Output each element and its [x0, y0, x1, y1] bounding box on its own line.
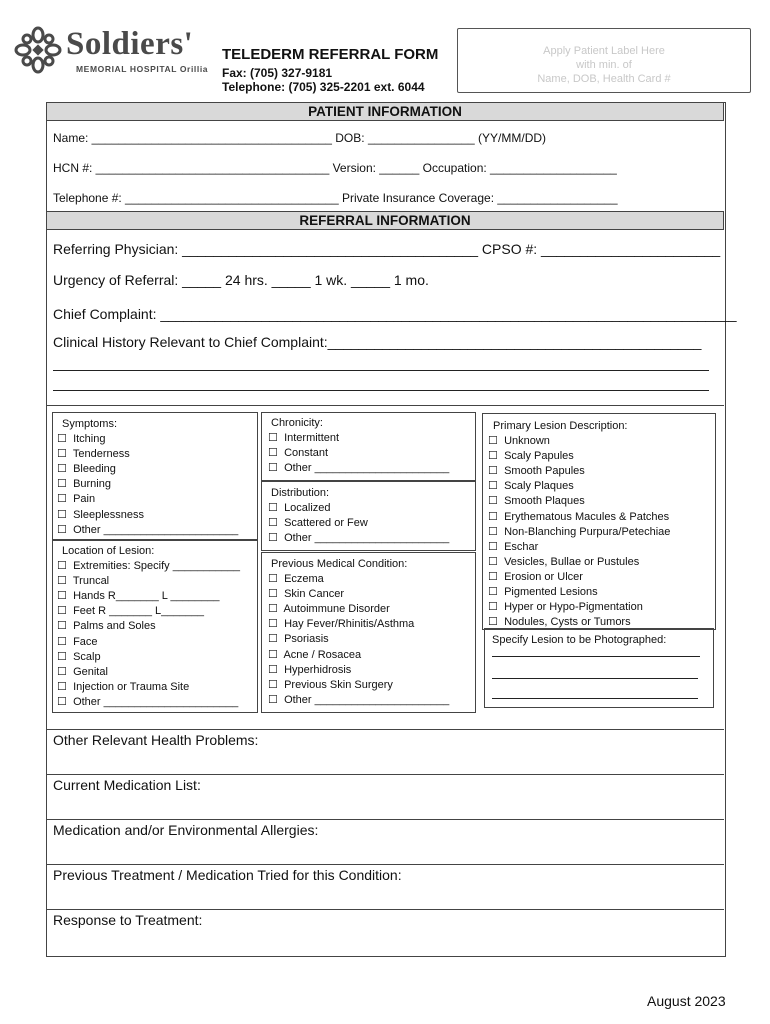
- location-title: Location of Lesion:: [62, 545, 155, 557]
- chronicity-item[interactable]: [268, 461, 449, 476]
- clinical-history-line-2[interactable]: [53, 370, 709, 371]
- chief-complaint-row[interactable]: Chief Complaint: __________________________________________________________________________: [53, 306, 737, 322]
- checkbox-icon[interactable]: ☐: [268, 633, 278, 646]
- primary-lesion-item-label: Smooth Papules: [504, 465, 585, 478]
- checkbox-icon[interactable]: ☐: [488, 555, 498, 568]
- medical-condition-item[interactable]: [268, 678, 449, 693]
- medical-condition-item[interactable]: [268, 572, 449, 587]
- checkbox-icon[interactable]: ☐: [57, 523, 67, 536]
- checkbox-icon[interactable]: ☐: [57, 448, 67, 461]
- photograph-title: Specify Lesion to be Photographed:: [492, 634, 667, 646]
- distribution-list: [268, 486, 449, 546]
- chronicity-title: Chronicity:: [271, 417, 323, 429]
- checklist-top-divider: [46, 405, 724, 406]
- symptom-item-label: Sleeplessness: [73, 508, 144, 521]
- chronicity-item[interactable]: [268, 446, 449, 461]
- distribution-item-label: Scattered or Few: [284, 517, 368, 530]
- primary-lesion-list: [488, 419, 670, 630]
- primary-lesion-item-label: Vesicles, Bullae or Pustules: [504, 555, 640, 568]
- checkbox-icon[interactable]: ☐: [488, 465, 498, 478]
- checkbox-icon[interactable]: ☐: [57, 620, 67, 633]
- checkbox-icon[interactable]: ☐: [268, 588, 278, 601]
- primary-lesion-item-label: Pigmented Lesions: [504, 586, 598, 599]
- checkbox-icon[interactable]: ☐: [488, 510, 498, 523]
- medical-condition-item-label: Previous Skin Surgery: [284, 678, 393, 691]
- medical-condition-item-label: Other ______________________: [284, 693, 450, 706]
- primary-lesion-item-label: Non-Blanching Purpura/Petechiae: [504, 525, 671, 538]
- location-item[interactable]: [57, 680, 240, 695]
- logo-name: Soldiers': [66, 26, 194, 62]
- checkbox-icon[interactable]: ☐: [268, 618, 278, 631]
- location-item-label: Feet R _______ L_______: [73, 605, 204, 618]
- checkbox-icon[interactable]: ☐: [488, 480, 498, 493]
- location-item-label: Palms and Soles: [73, 620, 156, 633]
- clinical-history-line-3[interactable]: [53, 390, 709, 391]
- patient-name-dob-row[interactable]: Name: ____________________________________ DOB: ________________ (YY/MM/DD): [53, 131, 547, 145]
- chronicity-item-label: Other ______________________: [284, 462, 450, 475]
- allergies-field[interactable]: Medication and/or Environmental Allergies:: [53, 822, 319, 838]
- symptom-item[interactable]: [57, 477, 238, 492]
- checkbox-icon[interactable]: ☐: [57, 650, 67, 663]
- primary-lesion-item-label: Smooth Plaques: [504, 495, 585, 508]
- primary-lesion-title: Primary Lesion Description:: [493, 420, 628, 432]
- medical-condition-item-label: Eczema: [284, 573, 324, 586]
- telephone-number: Telephone: (705) 325-2201 ext. 6044: [222, 80, 425, 94]
- checkbox-icon[interactable]: ☐: [488, 601, 498, 614]
- medical-condition-item-label: Autoimmune Disorder: [283, 603, 390, 616]
- primary-lesion-item[interactable]: [488, 494, 670, 509]
- primary-lesion-item-label: Unknown: [504, 435, 550, 448]
- checkbox-icon[interactable]: ☐: [268, 693, 278, 706]
- primary-lesion-item[interactable]: [488, 510, 670, 525]
- chronicity-item-label: Intermittent: [284, 432, 340, 445]
- chronicity-item[interactable]: [268, 431, 449, 446]
- checkbox-icon[interactable]: ☐: [268, 432, 278, 445]
- medical-condition-item-label: Psoriasis: [284, 633, 329, 646]
- location-item-label: Scalp: [73, 650, 101, 663]
- patient-label-box[interactable]: [457, 28, 751, 93]
- checkbox-icon[interactable]: ☐: [488, 435, 498, 448]
- primary-lesion-item[interactable]: [488, 585, 670, 600]
- urgency-row[interactable]: Urgency of Referral: _____ 24 hrs. _____ 1 wk. _____ 1 mo.: [53, 272, 429, 288]
- primary-lesion-item[interactable]: [488, 464, 670, 479]
- label-box-line-2: with min. of: [576, 59, 632, 71]
- symptom-item[interactable]: [57, 523, 238, 538]
- checkbox-icon[interactable]: ☐: [268, 648, 278, 661]
- response-field[interactable]: Response to Treatment:: [53, 912, 203, 928]
- location-item[interactable]: [57, 574, 240, 589]
- checkbox-icon[interactable]: ☐: [57, 605, 67, 618]
- location-item-label: Genital: [73, 665, 108, 678]
- referring-physician-row[interactable]: Referring Physician: ______________________________________ CPSO #: _______________________: [53, 241, 721, 257]
- flower-emblem-icon: [14, 26, 62, 74]
- medical-condition-item[interactable]: [268, 617, 449, 632]
- medical-condition-item-label: Hay Fever/Rhinitis/Asthma: [284, 618, 415, 631]
- hospital-logo: [14, 24, 214, 80]
- location-item[interactable]: [57, 619, 240, 634]
- checkbox-icon[interactable]: ☐: [268, 663, 278, 676]
- checkbox-icon[interactable]: ☐: [57, 635, 67, 648]
- checkbox-icon[interactable]: ☐: [488, 586, 498, 599]
- checkbox-icon[interactable]: ☐: [488, 570, 498, 583]
- checkbox-icon[interactable]: ☐: [488, 540, 498, 553]
- referral-information-band: REFERRAL INFORMATION: [46, 211, 724, 230]
- symptom-item[interactable]: [57, 432, 238, 447]
- symptom-item-label: Burning: [73, 478, 111, 491]
- label-box-line-1: Apply Patient Label Here: [543, 45, 665, 57]
- location-item[interactable]: [57, 650, 240, 665]
- primary-lesion-item[interactable]: [488, 449, 670, 464]
- response-divider: [46, 909, 724, 910]
- symptom-item[interactable]: [57, 447, 238, 462]
- checkbox-icon[interactable]: ☐: [57, 695, 67, 708]
- checkbox-icon[interactable]: ☐: [268, 447, 278, 460]
- fax-number: Fax: (705) 327-9181: [222, 66, 333, 80]
- photograph-line-3[interactable]: [492, 698, 698, 699]
- symptom-item-label: Pain: [73, 493, 96, 506]
- symptom-item[interactable]: [57, 508, 238, 523]
- location-item-label: Extremities: Specify ___________: [73, 560, 240, 573]
- checkbox-icon[interactable]: ☐: [57, 560, 67, 573]
- medical-condition-item[interactable]: [268, 602, 449, 617]
- symptom-item-label: Itching: [73, 433, 106, 446]
- primary-lesion-item-label: Scaly Papules: [504, 450, 574, 463]
- primary-lesion-item-label: Eschar: [504, 540, 539, 553]
- medical-condition-item-label: Hyperhidrosis: [284, 663, 352, 676]
- primary-lesion-item-label: Erythematous Macules & Patches: [504, 510, 670, 523]
- medical-condition-item-label: Acne / Rosacea: [283, 648, 362, 661]
- checkbox-icon[interactable]: ☐: [57, 575, 67, 588]
- medical-condition-item[interactable]: [268, 648, 449, 663]
- checkbox-icon[interactable]: ☐: [268, 532, 278, 545]
- checkbox-icon[interactable]: ☐: [57, 665, 67, 678]
- distribution-item[interactable]: [268, 516, 449, 531]
- health-divider: [46, 729, 724, 730]
- primary-lesion-item[interactable]: [488, 570, 670, 585]
- medication-divider: [46, 774, 724, 775]
- location-item-label: Hands R_______ L ________: [73, 590, 220, 603]
- distribution-title: Distribution:: [271, 487, 330, 499]
- primary-lesion-item[interactable]: [488, 434, 670, 449]
- checkbox-icon[interactable]: ☐: [57, 508, 67, 521]
- medical-condition-item[interactable]: [268, 587, 449, 602]
- treatment-divider: [46, 864, 724, 865]
- primary-lesion-item[interactable]: [488, 600, 670, 615]
- checkbox-icon[interactable]: ☐: [57, 493, 67, 506]
- checkbox-icon[interactable]: ☐: [57, 478, 67, 491]
- checkbox-icon[interactable]: ☐: [268, 678, 278, 691]
- chronicity-list: [268, 416, 449, 476]
- patient-telephone-row[interactable]: Telephone #: ________________________________ Private Insurance Coverage: __________________: [53, 191, 618, 205]
- location-item[interactable]: [57, 589, 240, 604]
- checkbox-icon[interactable]: ☐: [57, 463, 67, 476]
- label-box-line-3: Name, DOB, Health Card #: [537, 73, 671, 85]
- symptoms-title: Symptoms:: [62, 418, 118, 430]
- medical-condition-item[interactable]: [268, 663, 449, 678]
- location-item[interactable]: [57, 695, 240, 710]
- location-item-label: Injection or Trauma Site: [73, 680, 190, 693]
- checkbox-icon[interactable]: ☐: [57, 590, 67, 603]
- revision-date: August 2023: [647, 993, 726, 1009]
- primary-lesion-item-label: Hyper or Hypo-Pigmentation: [504, 601, 643, 614]
- primary-lesion-item[interactable]: [488, 525, 670, 540]
- photograph-line-1[interactable]: [492, 656, 700, 657]
- symptom-item-label: Bleeding: [73, 463, 116, 476]
- checkbox-icon[interactable]: ☐: [488, 495, 498, 508]
- form-title: TELEDERM REFERRAL FORM: [222, 46, 439, 63]
- medical-condition-item-label: Skin Cancer: [284, 588, 344, 601]
- checkbox-icon[interactable]: ☐: [57, 680, 67, 693]
- symptom-item[interactable]: [57, 462, 238, 477]
- distribution-item[interactable]: [268, 501, 449, 516]
- location-item[interactable]: [57, 604, 240, 619]
- symptom-item-label: Other ______________________: [73, 523, 239, 536]
- medical-condition-item[interactable]: [268, 632, 449, 647]
- checkbox-icon[interactable]: ☐: [488, 525, 498, 538]
- medical-condition-title: Previous Medical Condition:: [271, 558, 408, 570]
- location-item-label: Other ______________________: [73, 695, 239, 708]
- medical-condition-list: [268, 557, 449, 708]
- allergies-divider: [46, 819, 724, 820]
- location-item-label: Truncal: [72, 575, 110, 588]
- photograph-line-2[interactable]: [492, 678, 698, 679]
- clinical-history-row[interactable]: Clinical History Relevant to Chief Complaint:________________________________________________: [53, 334, 702, 350]
- primary-lesion-item-label: Nodules, Cysts or Tumors: [504, 616, 631, 629]
- patient-information-band: PATIENT INFORMATION: [46, 102, 724, 121]
- checkbox-icon[interactable]: ☐: [488, 616, 498, 629]
- medication-list-field[interactable]: Current Medication List:: [53, 777, 201, 793]
- symptom-item-label: Tenderness: [72, 448, 130, 461]
- checkbox-icon[interactable]: ☐: [268, 573, 278, 586]
- logo-subtitle: MEMORIAL HOSPITAL Orillia: [76, 64, 209, 74]
- primary-lesion-item-label: Scaly Plaques: [504, 480, 574, 493]
- checkbox-icon[interactable]: ☐: [268, 603, 278, 616]
- primary-lesion-item[interactable]: [488, 540, 670, 555]
- symptoms-list: [57, 417, 238, 538]
- checkbox-icon[interactable]: ☐: [268, 502, 278, 515]
- previous-treatment-field[interactable]: Previous Treatment / Medication Tried for this Condition:: [53, 867, 402, 883]
- patient-hcn-row[interactable]: HCN #: ___________________________________ Version: ______ Occupation: ___________________: [53, 161, 617, 175]
- location-item-label: Face: [73, 635, 98, 648]
- checkbox-icon[interactable]: ☐: [268, 462, 278, 475]
- distribution-item-label: Other ______________________: [284, 532, 450, 545]
- checkbox-icon[interactable]: ☐: [488, 450, 498, 463]
- primary-lesion-item[interactable]: [488, 555, 670, 570]
- chronicity-item-label: Constant: [284, 447, 329, 460]
- location-list: [57, 544, 240, 710]
- checkbox-icon[interactable]: ☐: [268, 517, 278, 530]
- primary-lesion-item[interactable]: [488, 479, 670, 494]
- checkbox-icon[interactable]: ☐: [57, 433, 67, 446]
- symptom-item[interactable]: [57, 492, 238, 507]
- medical-condition-item[interactable]: [268, 693, 449, 708]
- health-problems-field[interactable]: Other Relevant Health Problems:: [53, 732, 259, 748]
- location-item[interactable]: [57, 665, 240, 680]
- location-item[interactable]: [57, 635, 240, 650]
- distribution-item-label: Localized: [284, 502, 331, 515]
- primary-lesion-item-label: Erosion or Ulcer: [504, 570, 583, 583]
- distribution-item[interactable]: [268, 531, 449, 546]
- location-item[interactable]: [57, 559, 240, 574]
